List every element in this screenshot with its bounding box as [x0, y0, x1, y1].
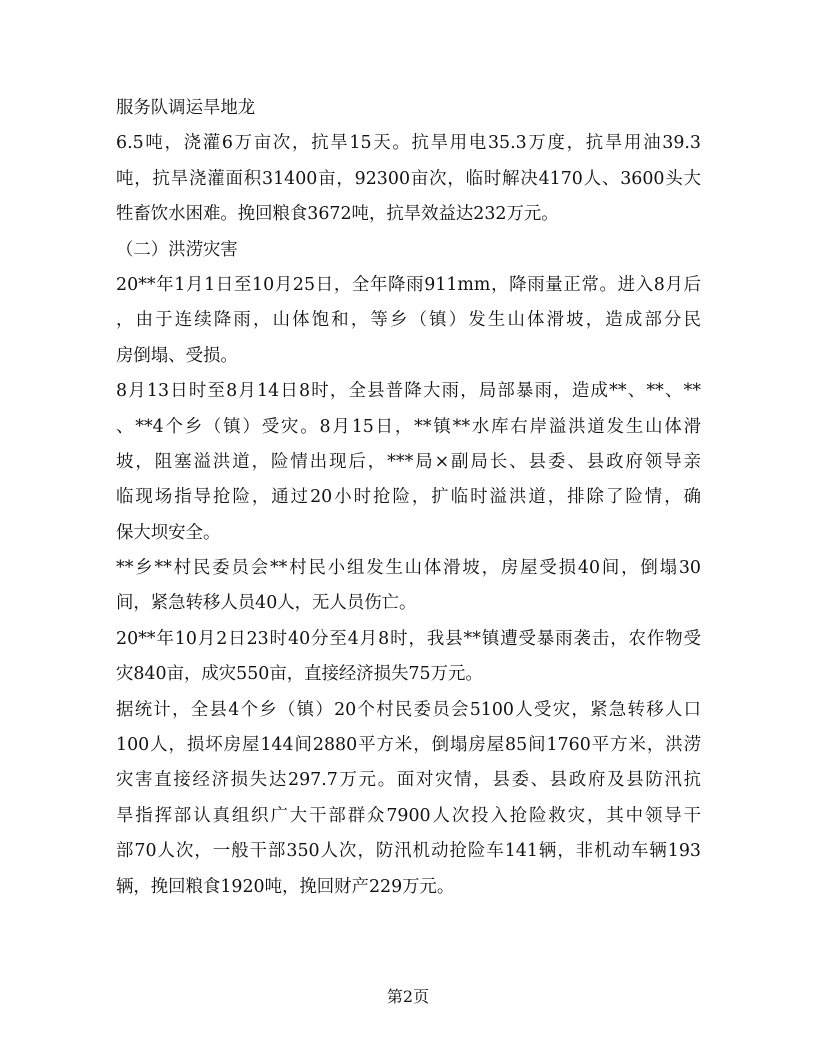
- text-line: 服务队调运旱地龙: [116, 98, 256, 118]
- text-line: 牲畜饮水困难。挽回粮食3672吨，抗旱效益达232万元。: [116, 204, 559, 225]
- text-line: 20**年10月2日23时40分至4月8时，我县**镇遭受暴雨袭击，农作物受: [116, 628, 701, 649]
- text-line: 临现场指导抢险，通过20小时抢险，扩临时溢洪道，排除了险情，确: [116, 487, 701, 508]
- text-line: 间，紧急转移人员40人，无人员伤亡。: [116, 593, 417, 614]
- text-line: 辆，挽回粮食1920吨，挽回财产229万元。: [116, 876, 455, 897]
- text-line: 、**4个乡（镇）受灾。8月15日，**镇**水库右岸溢洪道发生山体滑: [116, 416, 701, 437]
- text-line: 坡，阻塞溢洪道，险情出现后，***局×副局长、县委、县政府领导亲: [116, 451, 701, 472]
- text-line: 房倒塌、受损。: [116, 345, 238, 366]
- page-number: 第2页: [386, 987, 430, 1006]
- text-line: 据统计，全县4个乡（镇）20个村民委员会5100人受灾，紧急转移人口: [116, 699, 701, 720]
- document-body: [116, 91, 701, 905]
- text-line: 20**年1月1日至10月25日，全年降雨911mm，降雨量正常。进入8月后: [116, 274, 701, 295]
- text-line: 吨，抗旱浇灌面积31400亩，92300亩次，临时解决4170人、3600头大: [116, 168, 701, 189]
- text-line: 部70人次，一般干部350人次，防汛机动抢险车141辆，非机动车辆193: [116, 841, 701, 862]
- text-line: 灾840亩，成灾550亩，直接经济损失75万元。: [116, 664, 483, 685]
- text-line: 6.5吨，浇灌6万亩次，抗旱15天。抗旱用电35.3万度，抗旱用油39.3: [116, 133, 701, 154]
- section-heading: （二）洪涝灾害: [116, 239, 238, 260]
- text-line: 旱指挥部认真组织广大干部群众7900人次投入抢险救灾，其中领导干: [116, 805, 701, 826]
- text-line: **乡**村民委员会**村民小组发生山体滑坡，房屋受损40间，倒塌30: [116, 558, 701, 579]
- text-line: 100人，损坏房屋144间2880平方米，倒塌房屋85间1760平方米，洪涝: [116, 735, 701, 756]
- text-line: 灾害直接经济损失达297.7万元。面对灾情，县委、县政府及县防汛抗: [116, 770, 701, 791]
- text-line: 8月13日时至8月14日8时，全县普降大雨，局部暴雨，造成**、**、**: [116, 381, 701, 402]
- text-line: 保大坝安全。: [116, 522, 221, 543]
- text-line: ，由于连续降雨，山体饱和，等乡（镇）发生山体滑坡，造成部分民: [116, 310, 701, 331]
